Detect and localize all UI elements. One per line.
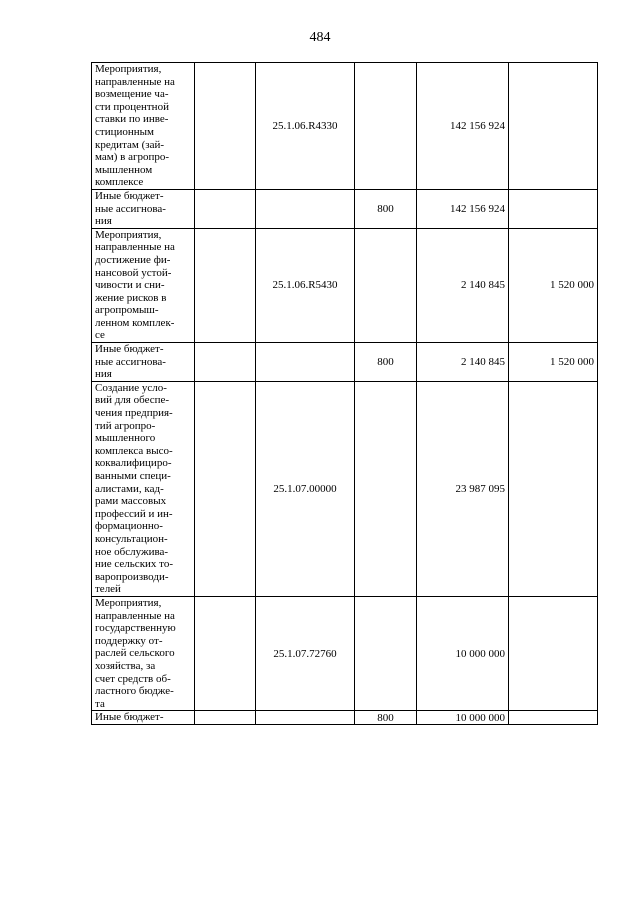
sum2-cell <box>509 596 598 710</box>
code-cell: 25.1.06.R4330 <box>256 63 355 190</box>
sum2-cell <box>509 63 598 190</box>
code-cell: 25.1.07.72760 <box>256 596 355 710</box>
row-name: Создание усло- вий для обеспе- чения предприя- тий агропро- мышленного комплекса высо- коквалифициро- ванными специ- алистами, кад- рами массовых профессий и ин- формационно- консультацион- ное обслужива- ние сельских то- варопроизводи- телей <box>95 381 173 596</box>
sum1-cell: 10 000 000 <box>417 711 509 725</box>
type-cell: 800 <box>355 711 417 725</box>
sum1-cell: 142 156 924 <box>417 189 509 228</box>
col2-cell <box>195 596 256 710</box>
sum1-cell: 142 156 924 <box>417 63 509 190</box>
code-cell <box>256 711 355 725</box>
table-row <box>92 189 598 228</box>
type-cell <box>355 228 417 342</box>
table-row <box>92 63 598 190</box>
table-row <box>92 596 598 710</box>
type-cell <box>355 63 417 190</box>
code-cell <box>256 343 355 382</box>
table-row <box>92 711 598 725</box>
sum1-cell: 2 140 845 <box>417 228 509 342</box>
type-cell: 800 <box>355 189 417 228</box>
sum1-cell: 2 140 845 <box>417 343 509 382</box>
budget-table <box>91 62 598 725</box>
sum2-cell: 1 520 000 <box>509 228 598 342</box>
row-name: Мероприятия, направленные на государственную поддержку от- раслей сельского хозяйства, за счет средств об- ластного бюдже- та <box>95 596 176 710</box>
table-row <box>92 381 598 596</box>
row-name: Иные бюджет- <box>95 711 164 724</box>
row-name-cell <box>92 381 195 596</box>
col2-cell <box>195 381 256 596</box>
row-name: Мероприятия, направленные на возмещение ча- сти процентной ставки по инве- стиционным кредитам (зай- мам) в агропро- мышленном комплексе <box>95 63 175 189</box>
sum2-cell <box>509 711 598 725</box>
col2-cell <box>195 711 256 725</box>
row-name-cell <box>92 711 195 725</box>
row-name: Мероприятия, направленные на достижение фи- нансовой устой- чивости и сни- жение рисков в агропромыш- ленном комплек- се <box>95 228 175 342</box>
code-cell: 25.1.06.R5430 <box>256 228 355 342</box>
code-cell <box>256 189 355 228</box>
type-cell: 800 <box>355 343 417 382</box>
type-cell <box>355 381 417 596</box>
col2-cell <box>195 343 256 382</box>
col2-cell <box>195 63 256 190</box>
row-name-cell <box>92 343 195 382</box>
sum2-cell <box>509 381 598 596</box>
row-name: Иные бюджет- ные ассигнова- ния <box>95 343 166 381</box>
row-name-cell <box>92 596 195 710</box>
sum1-cell: 10 000 000 <box>417 596 509 710</box>
code-cell: 25.1.07.00000 <box>256 381 355 596</box>
row-name-cell <box>92 63 195 190</box>
type-cell <box>355 596 417 710</box>
sum1-cell: 23 987 095 <box>417 381 509 596</box>
table-row <box>92 343 598 382</box>
row-name: Иные бюджет- ные ассигнова- ния <box>95 189 166 228</box>
sum2-cell: 1 520 000 <box>509 343 598 382</box>
sum2-cell <box>509 189 598 228</box>
row-name-cell <box>92 228 195 342</box>
col2-cell <box>195 228 256 342</box>
page-number: 484 <box>309 30 331 45</box>
col2-cell <box>195 189 256 228</box>
row-name-cell <box>92 189 195 228</box>
table-row <box>92 228 598 342</box>
